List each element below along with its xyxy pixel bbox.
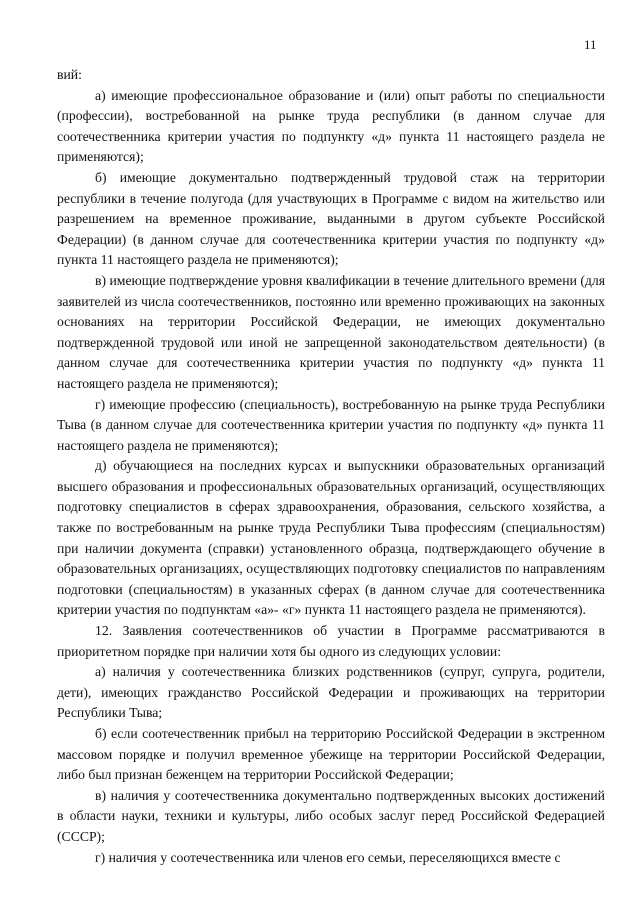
paragraph-section-12: 12. Заявления соотечественников об участии в Программе рассматриваются в приоритетном порядке при наличии хотя бы одного из следующих условии:: [57, 623, 605, 659]
paragraph-item-v: в) имеющие подтверждение уровня квалификации в течение длительного времени (для заявителей из числа соотечественников, постоянно или временно проживающих на законных основаниях на территории Российской Федерации, не имеющих документально подтвержденной трудовой или иной не запрещенной законодательством деятельности) (в данном случае для соотечественника критерии участия по подпункту «д» пункта 11 настоящего раздела не применяются);: [57, 272, 605, 391]
paragraph-item-d: д) обучающиеся на последних курсах и выпускники образовательных организаций высшего образования и профессиональных образовательных организаций, осуществляющих подготовку специалистов в сферах здравоохранения, образования, сельского хозяйства, а также по востребованным на рынке труда Республики Тыва профессиям (специальностям) при наличии документа (справки) установленного образца, подтверждающего обучение в образовательных организациях, осуществляющих подготовку специалистов по направлениям подготовки (специальностям) в указанных сферах (в данном случае для соотечественника критерии участия по подпунктам «а»- «г» пункта 11 настоящего раздела не применяются).: [57, 458, 605, 618]
paragraph-condition-v: в) наличия у соотечественника документально подтвержденных высоких достижений в области науки, техники и культуры, либо особых заслуг перед Российской Федерацией (СССР);: [57, 787, 605, 844]
paragraph-condition-g: г) наличия у соотечественника или членов его семьи, переселяющихся вместе с: [95, 849, 561, 865]
paragraph-condition-b: б) если соотечественник прибыл на территорию Российской Федерации в экстренном массовом порядке и получил временное убежище на территории Российской Федерации, либо был признан беженцем на территории Российской Федерации;: [57, 726, 605, 783]
document-body: [57, 65, 605, 868]
paragraph-item-a: а) имеющие профессиональное образование и (или) опыт работы по специальности (профессии), востребованной на рынке труда республики (в данном случае для соотечественника критерии участия по подпункту «д» пункта 11 настоящего раздела не применяются);: [57, 87, 605, 165]
page-number: 11: [584, 37, 597, 52]
paragraph-item-b: б) имеющие документально подтвержденный трудовой стаж на территории республики в течение полугода (для участвующих в Программе с видом на жительство или разрешением на временное проживание, выданными в другом субъекте Российской Федерации) (в данном случае для соотечественника критерии участия по подпункту «д» пункта 11 настоящего раздела не применяются);: [57, 169, 605, 268]
paragraph-continuation: вий:: [57, 67, 82, 82]
paragraph-item-g: г) имеющие профессию (специальность), востребованную на рынке труда Республики Тыва (в данном случае для соотечественника критерии участия по подпункту «д» пункта 11 настоящего раздела не применяются);: [57, 396, 605, 453]
paragraph-condition-a: а) наличия у соотечественника близких родственников (супруг, супруга, родители, дети), имеющих гражданство Российской Федерации и проживающих на территории Республики Тыва;: [57, 664, 605, 721]
